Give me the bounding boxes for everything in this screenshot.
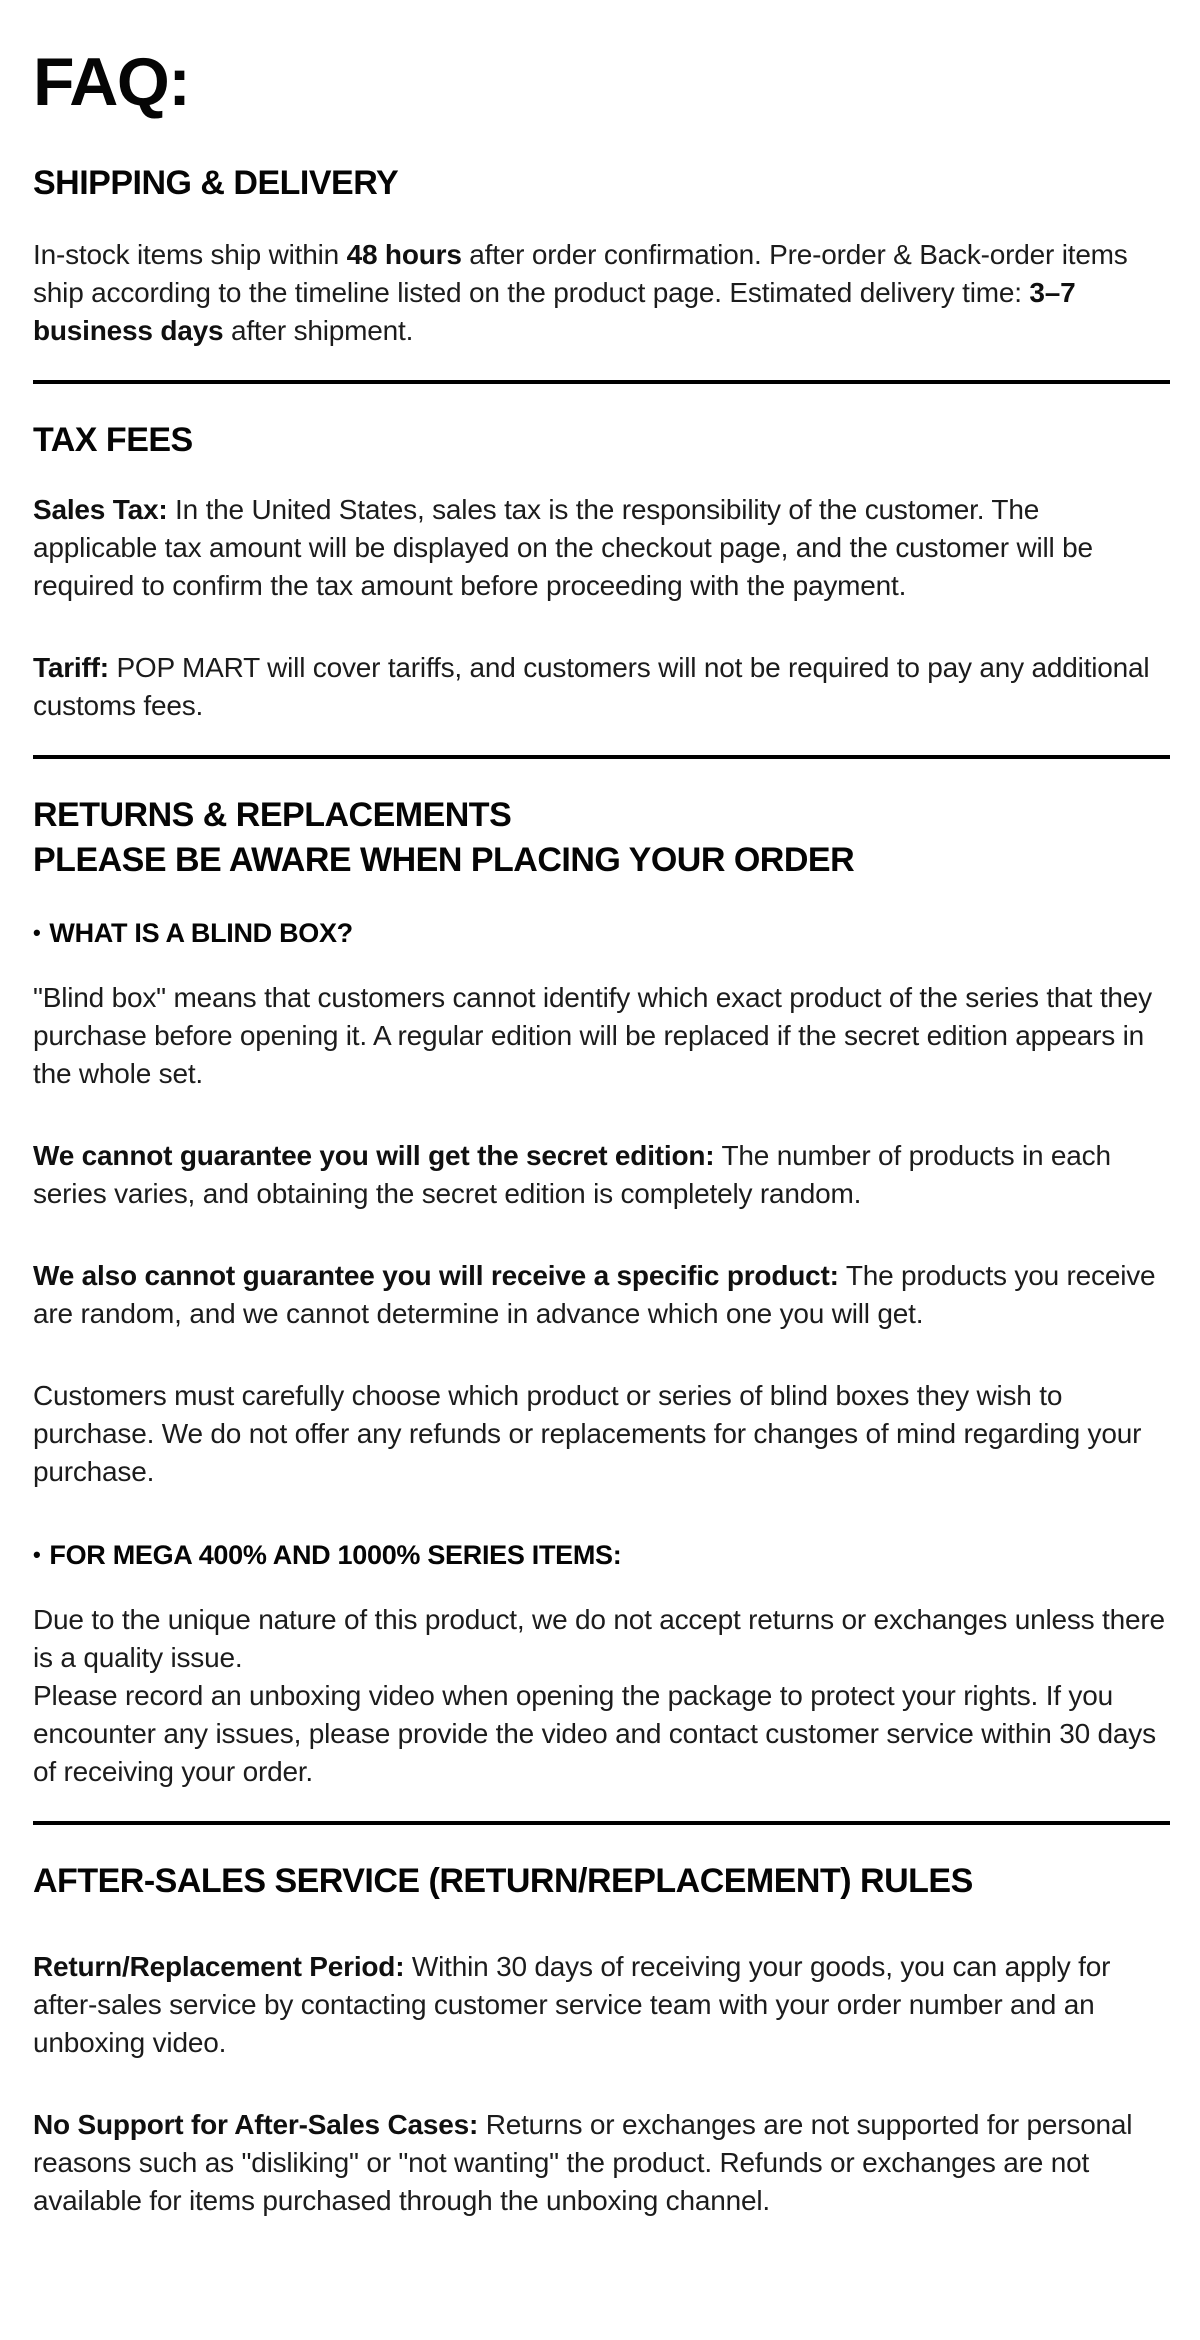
- bold-text-run: Sales Tax:: [33, 494, 168, 525]
- heading-line: RETURNS & REPLACEMENTS: [33, 796, 512, 834]
- section-divider: [33, 755, 1170, 759]
- text-run: The number of products in each series varies, and obtaining the secret edition is completely random.: [33, 1140, 1111, 1209]
- bold-text-run: We also cannot guarantee you will receive a specific product:: [33, 1260, 839, 1291]
- secret-edition-paragraph: [33, 1137, 1170, 1213]
- bullet-icon: •: [33, 1542, 41, 1567]
- after-sales-rules-heading: AFTER-SALES SERVICE (RETURN/REPLACEMENT) RULES: [33, 1862, 973, 1900]
- text-run: Due to the unique nature of this product, we do not accept returns or exchanges unless there is a quality issue.: [33, 1604, 1165, 1673]
- tax-fees-heading: TAX FEES: [33, 421, 193, 459]
- mega-series-subheading: [33, 1537, 1170, 1573]
- bold-text-run: 48 hours: [346, 239, 462, 270]
- text-run: Please record an unboxing video when opening the package to protect your rights. If you encounter any issues, please provide the video and contact customer service within 30 days of receiving your order.: [33, 1680, 1156, 1787]
- section-after-sales-rules: [33, 1859, 1170, 2220]
- returns-replacements-heading: [33, 793, 1170, 883]
- section-tax-fees: [33, 418, 1170, 725]
- subheading-label: FOR MEGA 400% AND 1000% SERIES ITEMS:: [49, 1540, 622, 1570]
- mega-series-paragraph: [33, 1601, 1170, 1791]
- careful-choice-paragraph: Customers must carefully choose which product or series of blind boxes they wish to purchase. We do not offer any refunds or replacements for changes of mind regarding your purchase.: [33, 1380, 1142, 1487]
- text-run: In-stock items ship within: [33, 239, 347, 270]
- bold-text-run: Return/Replacement Period:: [33, 1951, 405, 1982]
- text-run: after shipment.: [223, 315, 414, 346]
- tariff-paragraph: [33, 649, 1170, 725]
- section-shipping-delivery: [33, 161, 1170, 350]
- bullet-icon: •: [33, 920, 41, 945]
- bold-text-run: We cannot guarantee you will get the secret edition:: [33, 1140, 715, 1171]
- subheading-label: WHAT IS A BLIND BOX?: [49, 918, 353, 948]
- text-run: POP MART will cover tariffs, and customers will not be required to pay any additional customs fees.: [33, 652, 1150, 721]
- page-title: FAQ:: [33, 44, 190, 120]
- shipping-delivery-heading: SHIPPING & DELIVERY: [33, 164, 399, 202]
- bold-text-run: 3–7 business days: [33, 277, 1076, 346]
- sales-tax-paragraph: [33, 491, 1170, 605]
- text-run: after order confirmation. Pre-order & Back-order items ship according to the timeline listed on the product page. Estimated delivery time:: [33, 239, 1128, 308]
- text-run: The products you receive are random, and we cannot determine in advance which one you will get.: [33, 1260, 1156, 1329]
- text-run: In the United States, sales tax is the responsibility of the customer. The applicable tax amount will be displayed on the checkout page, and the customer will be required to confirm the tax amount before proceeding with the payment.: [33, 494, 1093, 601]
- bold-text-run: Tariff:: [33, 652, 109, 683]
- bold-text-run: No Support for After-Sales Cases:: [33, 2109, 479, 2140]
- what-is-blind-box-subheading: [33, 915, 1170, 951]
- section-divider: [33, 380, 1170, 384]
- section-divider: [33, 1821, 1170, 1825]
- return-period-paragraph: [33, 1948, 1170, 2062]
- heading-line: PLEASE BE AWARE WHEN PLACING YOUR ORDER: [33, 841, 855, 879]
- no-support-paragraph: [33, 2106, 1170, 2220]
- specific-product-paragraph: [33, 1257, 1170, 1333]
- section-returns-replacements: [33, 793, 1170, 1791]
- shipping-paragraph: [33, 236, 1170, 350]
- blind-box-definition-paragraph: "Blind box" means that customers cannot identify which exact product of the series that they purchase before opening it. A regular edition will be replaced if the secret edition appears in the whole set.: [33, 982, 1152, 1089]
- text-run: Within 30 days of receiving your goods, you can apply for after-sales service by contacting customer service team with your order number and an unboxing video.: [33, 1951, 1111, 2058]
- text-run: Returns or exchanges are not supported for personal reasons such as "disliking" or "not wanting" the product. Refunds or exchanges are not available for items purchased through the unboxing channel.: [33, 2109, 1133, 2216]
